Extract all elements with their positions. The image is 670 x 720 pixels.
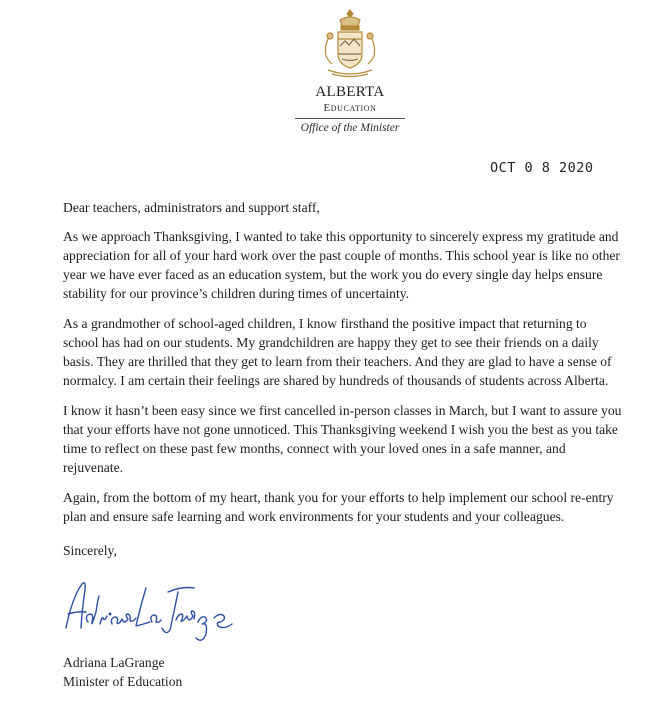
salutation: Dear teachers, administrators and support staff, [63,200,320,215]
handwritten-signature [58,570,258,650]
letter-body [63,198,623,537]
letterhead [270,6,430,135]
date-stamp: OCT 0 8 2020 [490,160,594,176]
closing: Sincerely, [63,543,117,558]
signer-title: Minister of Education [63,674,183,689]
paragraph-2: As a grandmother of school-aged children, I know firsthand the positive impact that returning to school has had on our students. My grandchildren are happy they get to see their friends on a daily basis. They are thrilled that they get to learn from their teachers. And they are glad to have a sense of normalcy. I am certain their feelings are shared by hundreds of thousands of students across Alberta. [63,316,612,388]
org-department: Education [323,102,377,114]
letterhead-divider [295,118,405,119]
paragraph-1: As we approach Thanksgiving, I wanted to take this opportunity to sincerely express my gratitude and appreciation for all of your hard work over the past couple of months. This school year is like no other year we have ever faced as an education system, but the work you do every single day helps ensure stability for our province’s children during times of uncertainty. [63,229,620,301]
paragraph-4: Again, from the bottom of my heart, thank you for your efforts to help implement our school re-entry plan and ensure safe learning and work environments for your students and your colleagues. [63,490,614,524]
org-name: ALBERTA [315,84,385,100]
paragraph-3: I know it hasn’t been easy since we first cancelled in-person classes in March, but I want to assure you that your efforts have not gone unnoticed. This Thanksgiving weekend I wish you the best as you take time to reflect on these past few months, connect with your loved ones in a safe manner, and rejuvenate. [63,403,622,475]
alberta-crest-icon [318,6,382,84]
office-line: Office of the Minister [300,122,400,134]
signer-name: Adriana LaGrange [63,655,165,670]
